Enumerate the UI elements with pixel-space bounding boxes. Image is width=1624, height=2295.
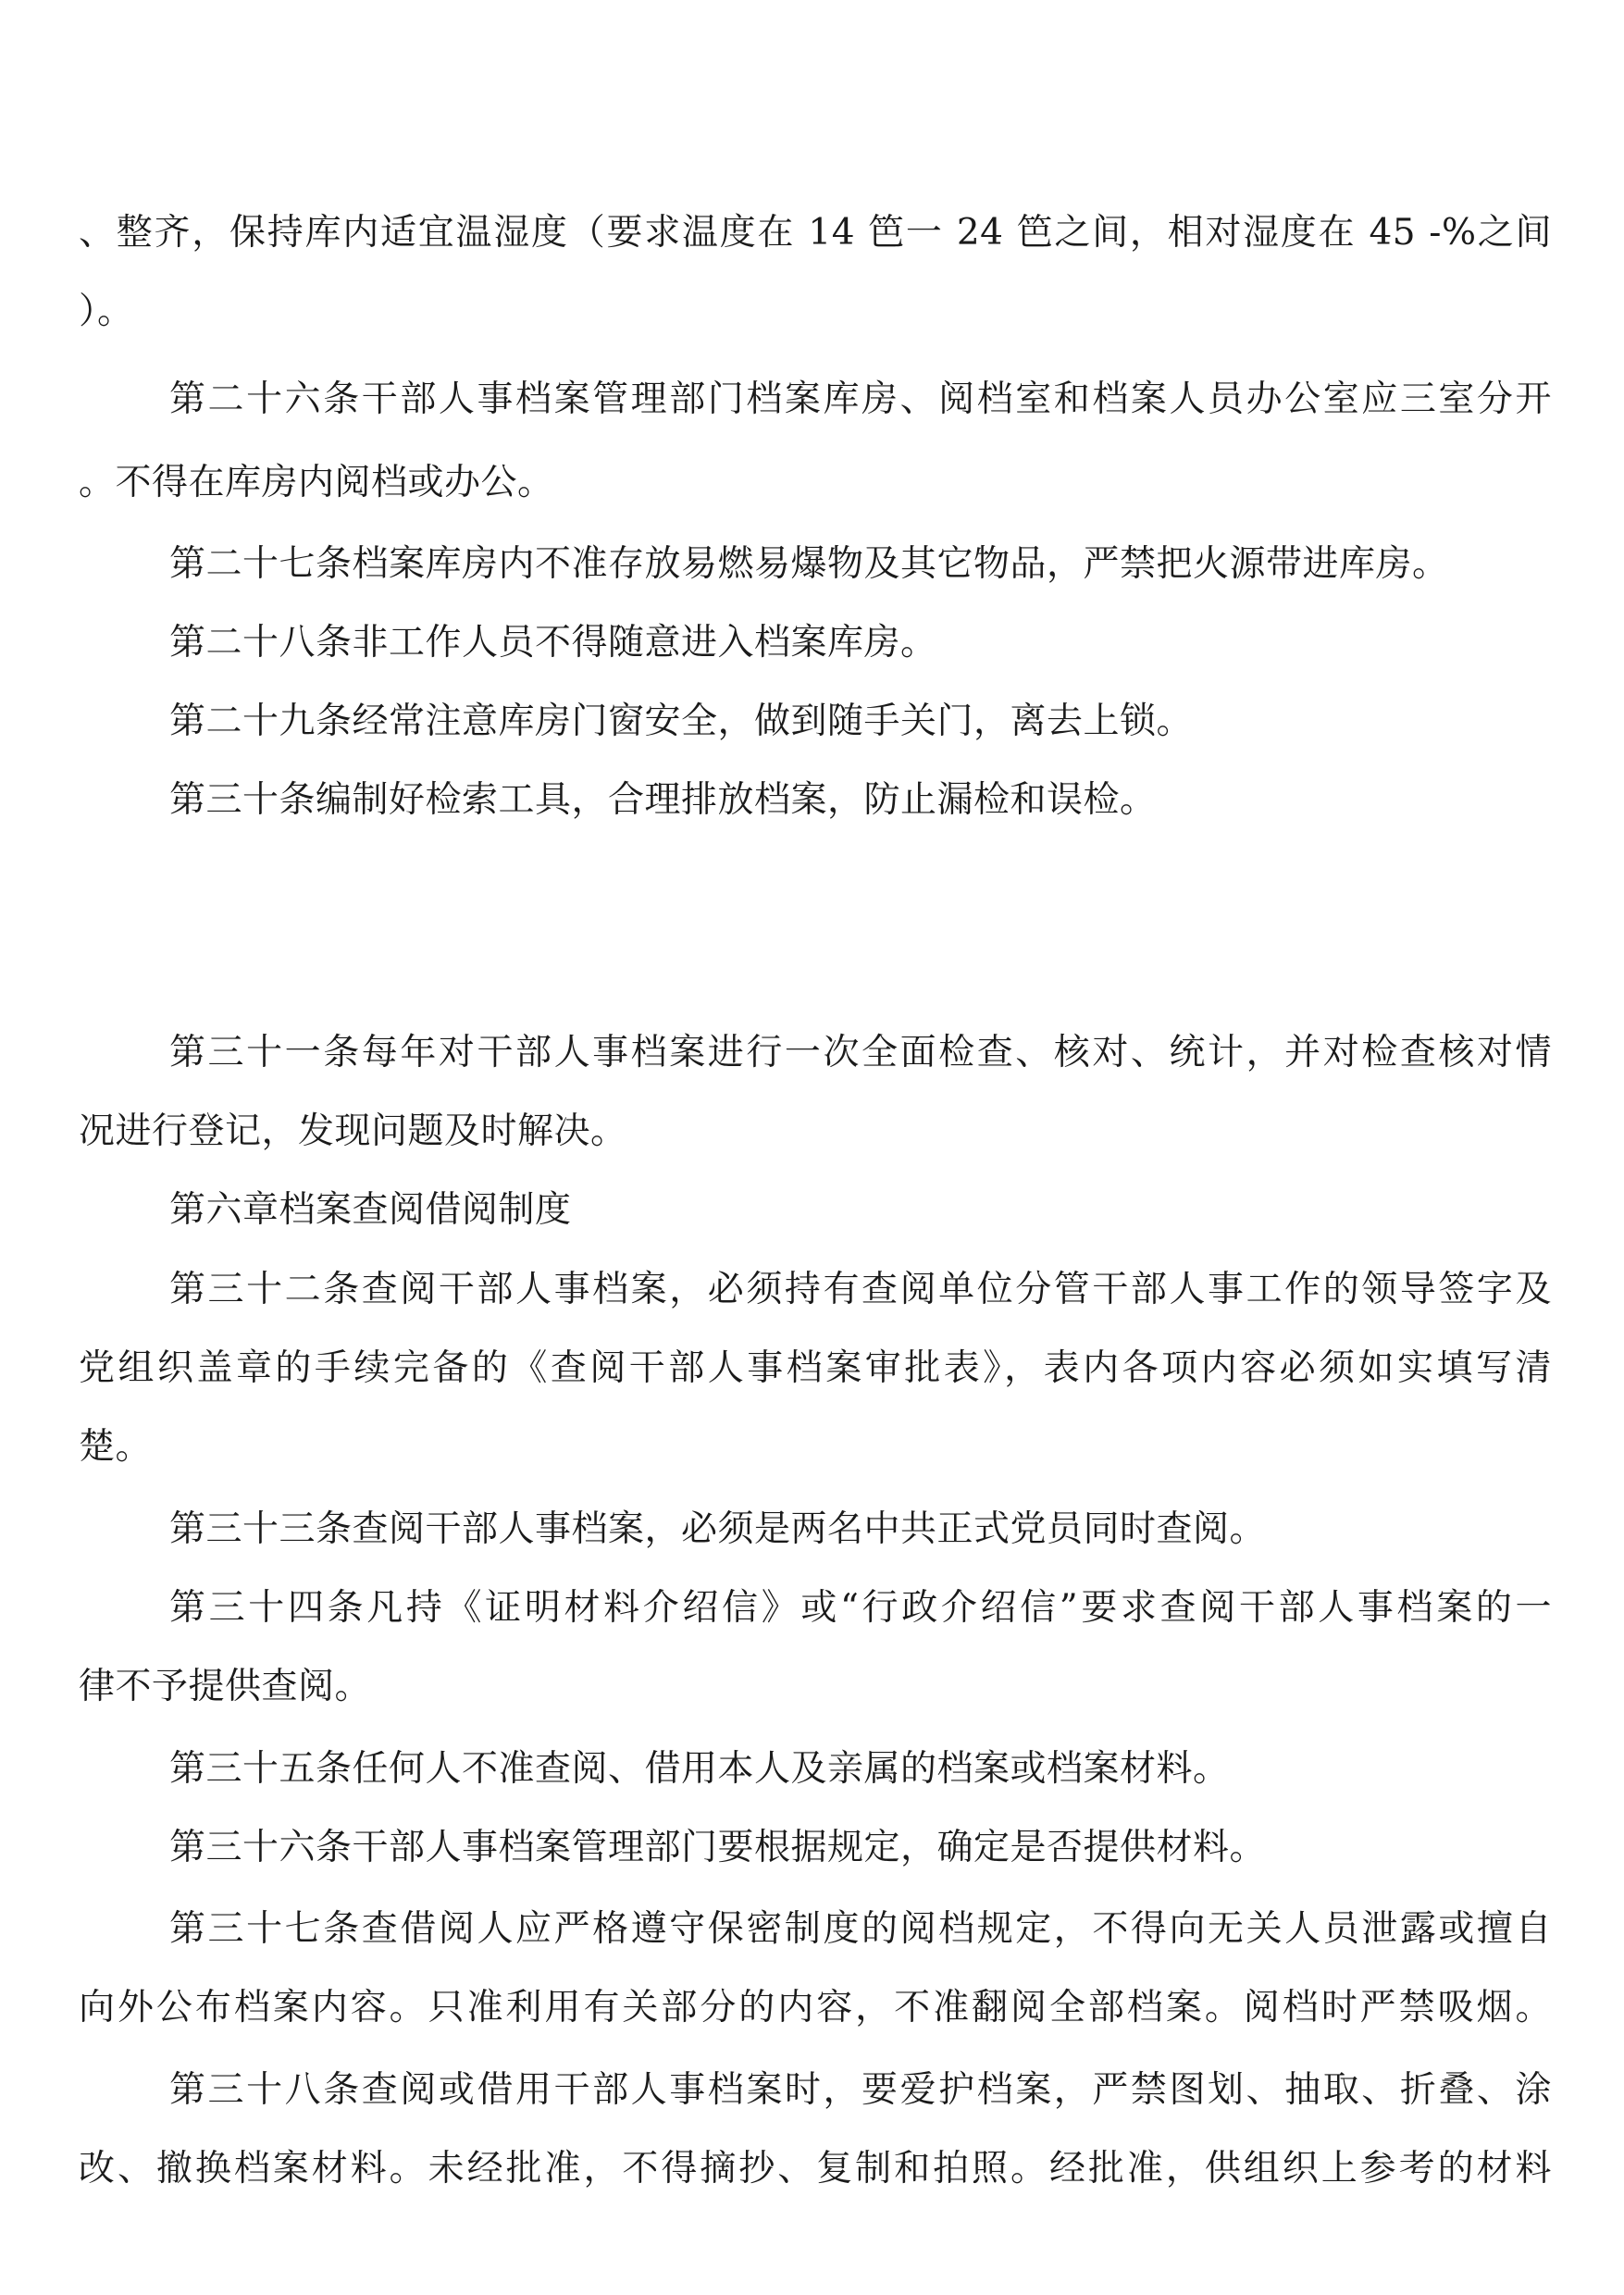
article-32-line-1: 第三十二条查阅干部人事档案，必须持有查阅单位分管干部人事工作的领导签字及 <box>169 1269 1552 1310</box>
article-38-line-2: 改、撤换档案材料。未经批准，不得摘抄、复制和拍照。经批准，供组织上参考的材料 <box>79 2148 1552 2190</box>
article-29: 第二十九条经常注意库房门窗安全，做到随手关门，离去上锁。 <box>169 701 1194 742</box>
article-38-line-1: 第三十八条查阅或借用干部人事档案时，要爱护档案，严禁图划、抽取、折叠、涂 <box>169 2069 1552 2111</box>
article-34-line-1: 第三十四条凡持《证明材料介绍信》或“行政介绍信”要求查阅干部人事档案的一 <box>169 1587 1552 1629</box>
article-28: 第二十八条非工作人员不得随意进入档案库房。 <box>169 622 937 664</box>
article-31-line-2: 况进行登记，发现问题及时解决。 <box>79 1110 627 1152</box>
article-37-line-2: 向外公布档案内容。只准利用有关部分的内容，不准翻阅全部档案。阅档时严禁吸烟。 <box>79 1987 1552 2028</box>
text-line-1: 、整齐，保持库内适宜温湿度（要求温度在 14 笆一 24 笆之间，相对湿度在 45 -%之间 <box>79 212 1552 254</box>
article-32-line-3: 楚。 <box>79 1426 153 1468</box>
article-26-line-2: 。不得在库房内阅档或办公。 <box>79 462 554 503</box>
article-30: 第三十条编制好检索工具，合理排放档案，防止漏检和误检。 <box>169 779 1157 821</box>
chapter-6-heading: 第六章档案查阅借阅制度 <box>169 1189 572 1231</box>
article-37-line-1: 第三十七条查借阅人应严格遵守保密制度的阅档规定，不得向无关人员泄露或擅自 <box>169 1908 1552 1950</box>
article-33: 第三十三条查阅干部人事档案，必须是两名中共正式党员同时查阅。 <box>169 1508 1267 1550</box>
text-line-2: ）。 <box>79 291 134 332</box>
article-32-line-2: 党组织盖章的手续完备的《查阅干部人事档案审批表》，表内各项内容必须如实填写清 <box>79 1347 1552 1389</box>
article-31-line-1: 第三十一条每年对干部人事档案进行一次全面检查、核对、统计，并对检查核对情 <box>169 1032 1552 1073</box>
article-34-line-2: 律不予提供查阅。 <box>79 1666 372 1707</box>
article-27: 第二十七条档案库房内不准存放易燃易爆物及其它物品，严禁把火源带进库房。 <box>169 543 1449 585</box>
article-35: 第三十五条任何人不准查阅、借用本人及亲属的档案或档案材料。 <box>169 1748 1230 1790</box>
article-26-line-1: 第二十六条干部人事档案管理部门档案库房、阅档室和档案人员办公室应三室分开 <box>169 378 1552 420</box>
article-36: 第三十六条干部人事档案管理部门要根据规定，确定是否提供材料。 <box>169 1827 1267 1868</box>
